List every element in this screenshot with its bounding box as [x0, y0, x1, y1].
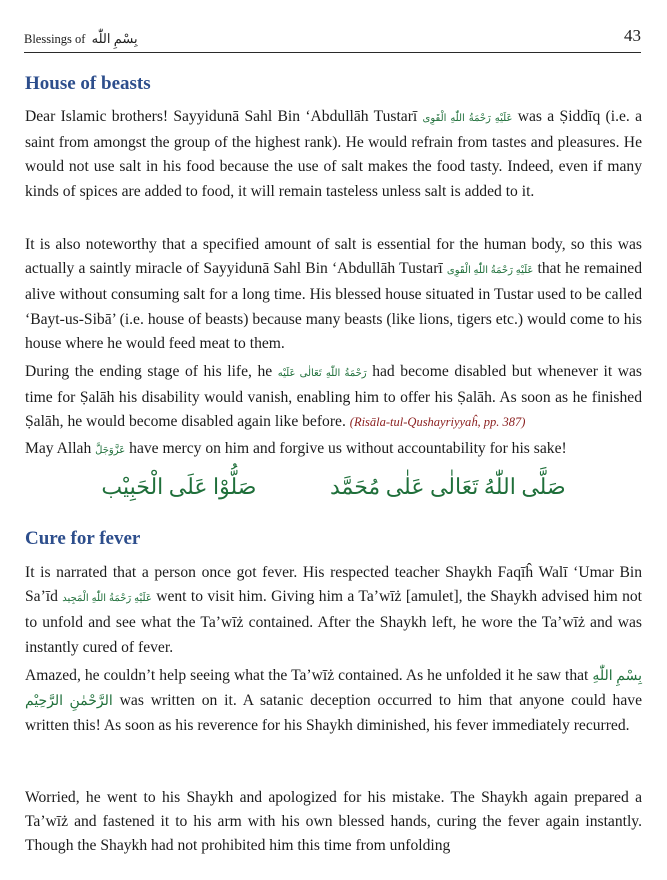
- paragraph: [25, 786, 642, 859]
- paragraph-text: During the ending stage of his life, he: [25, 363, 273, 380]
- paragraph-text: Dear Islamic brothers! Sayyidunā Sahl Bin ‘Abdullāh Tustarī: [25, 108, 418, 125]
- paragraph: [25, 561, 642, 660]
- paragraph: [25, 664, 642, 739]
- paragraph-text: It is also noteworthy that a specified amount of salt is essential for the human body, so this was actually a saintly miracle of Sayyidunā Sahl Bin ‘Abdullāh Tustarī: [25, 236, 642, 278]
- durood-left: صَلَّى اللّٰهُ تَعَالٰى عَلٰى مُحَمَّد: [329, 474, 566, 499]
- arabic-honorific: عَلَيْهِ رَحْمَةُ اللّٰهِ الْقَوِى: [422, 113, 513, 124]
- paragraph-text: have mercy on him and forgive us without accountability for his sake!: [129, 440, 567, 457]
- arabic-honorific: رَحْمَةُ اللّٰهِ تَعَالٰی عَلَيْه: [277, 368, 367, 379]
- paragraph-text: went to visit him. Giving him a Ta’wīż [amulet], the Shaykh advised him not to unfold and see what the Ta’wīż contained. After the Shaykh left, he wore the Ta’wīż and was instantly cured of fever.: [25, 588, 643, 656]
- page-header: [24, 22, 641, 53]
- paragraph: [25, 233, 642, 356]
- citation: (Risāla-tul-Qushayriyyaĥ, pp. 387): [349, 415, 526, 430]
- durood-right: صَلُّوْا عَلَى الْحَبِيْب: [101, 474, 257, 499]
- paragraph-text: had become disabled but whenever it was time for Ṣalāh his disability would vanish, enabling him to offer his Ṣalāh. As soon as he finished Ṣalāh, he would become disabled again like before.: [25, 363, 642, 431]
- arabic-honorific: عَلَيْهِ رَحْمَةُ اللّٰهِ الْمَجِيد: [62, 593, 152, 605]
- section-cure-for-fever: [25, 528, 642, 550]
- arabic-honorific: عَزَّوَجَلَّ: [95, 445, 126, 456]
- running-title-arabic: بِسْمِ اللّٰه: [91, 31, 138, 46]
- running-title: [24, 31, 138, 47]
- paragraph-text: Worried, he went to his Shaykh and apologized for his mistake. The Shaykh again prepared a Ta’wīż and fastened it to his arm with his own blessed hands, curing the fever again instantly. Though the Shaykh had not prohibited him this time from unfolding: [25, 789, 642, 855]
- page-number: 43: [624, 26, 641, 45]
- paragraph: [25, 105, 642, 204]
- paragraph-text: It is narrated that a person once got fever. His respected teacher Shaykh Faqīĥ Walī ‘Umar Bin Sa’īd: [25, 564, 642, 606]
- paragraph-text: was a Ṣiddīq (i.e. a saint from amongst the group of the highest rank). He would refrain from tastes and pleasures. He would not use salt in his food because the use of salt makes the food tasty. Indeed, even if many kinds of spices are added to food, it will remain tasteless unless salt is added to it.: [25, 108, 643, 200]
- arabic-honorific: عَلَيْهِ رَحْمَةُ اللّٰهِ الْقَوِى: [446, 265, 534, 277]
- durood-line: [25, 474, 642, 500]
- running-title-text: Blessings of: [24, 32, 86, 46]
- paragraph-text: Amazed, he couldn’t help seeing what the Ta’wīż contained. As he unfolded it he saw that: [25, 667, 589, 684]
- paragraph: [25, 360, 642, 435]
- section-house-of-beasts: [25, 73, 642, 95]
- paragraph-text: was written on it. A satanic deception occurred to him that anyone could have written this! As soon as his reverence for his Shaykh diminished, his fever immediately recurred.: [25, 692, 642, 735]
- paragraph-text: May Allah: [25, 440, 92, 457]
- paragraph: [25, 437, 642, 463]
- paragraph-text: that he remained alive without consuming salt for a long time. His blessed house situated in Tustar used to be called ‘Bayt-us-Sibā’ (i.e. house of beasts) because many beasts (like lions, tigers etc.) would come to his house where he would feed meat to them.: [25, 260, 642, 352]
- arabic-basmala: بِسْمِ اللّٰهِ الرَّحْمٰنِ الرَّحِيْم: [25, 669, 642, 710]
- section-heading: Cure for fever: [25, 528, 141, 549]
- section-heading: House of beasts: [25, 73, 151, 94]
